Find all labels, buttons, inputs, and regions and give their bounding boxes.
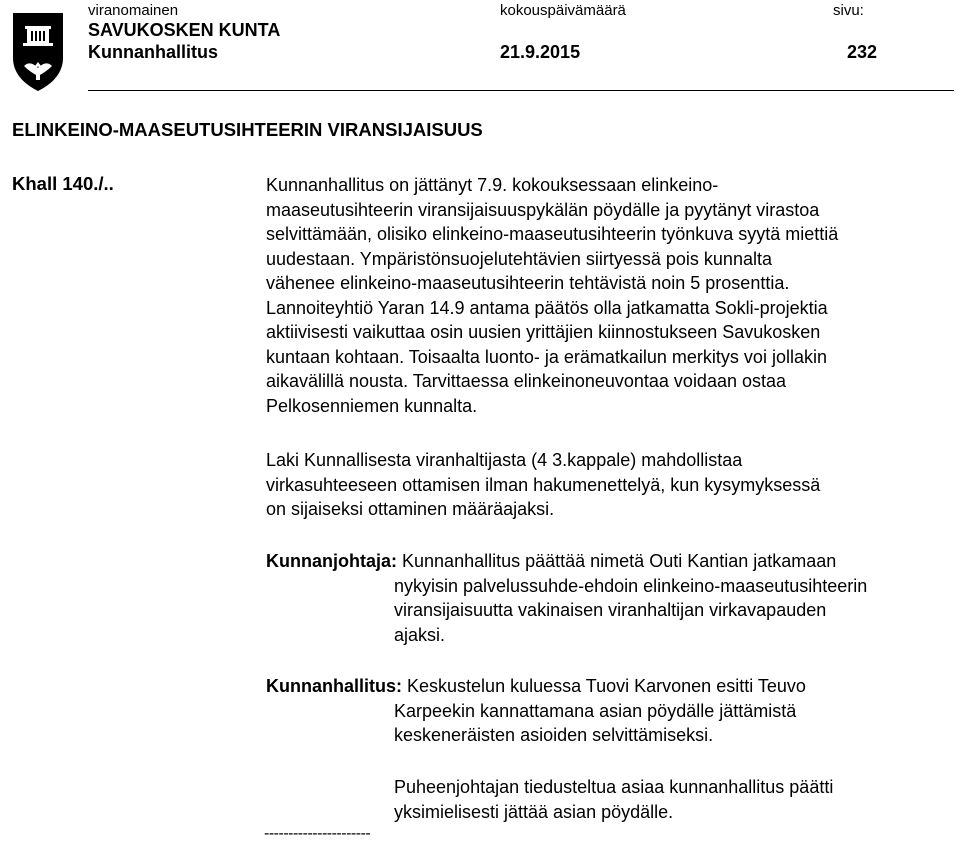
header-date-label: kokouspäivämäärä (500, 2, 626, 19)
text-line: on sijaiseksi ottaminen määräajaksi. (266, 499, 555, 519)
text-line: selvittämään, olisiko elinkeino-maaseutusihteerin työnkuva syytä miettiä (266, 224, 839, 244)
board-text: Keskustelun kuluessa Tuovi Karvonen esitti Teuvo (407, 676, 806, 696)
mayor-proposal (266, 549, 836, 574)
header-author-label: viranomainen (88, 2, 179, 19)
text-line: aikavälillä nousta. Tarvittaessa elinkeinoneuvontaa voidaan ostaa (266, 371, 787, 391)
item-reference: Khall 140./.. (12, 173, 114, 194)
municipal-coat-of-arms-icon (10, 10, 66, 94)
background-paragraph (266, 173, 838, 418)
text-line: Karpeekin kannattamana asian pöydälle jättämistä (394, 700, 797, 721)
section-title: ELINKEINO-MAASEUTUSIHTEERIN VIRANSIJAISUUS (12, 119, 483, 140)
text-line: viransijaisuutta vakinaisen viranhaltijan virkavapauden (394, 600, 827, 620)
board-discussion (266, 674, 806, 699)
header-page-label: sivu: (833, 2, 864, 19)
text-line: virkasuhteeseen ottamisen ilman hakumenettelyä, kun kysymyksessä (266, 474, 821, 495)
text-line: maaseutusihteerin viransijaisuuspykälän pöydälle ja pyytänyt virastoa (266, 199, 820, 220)
proposal-label: Kunnanjohtaja: (266, 551, 397, 571)
decision-paragraph (394, 775, 833, 824)
municipality-name: SAVUKOSKEN KUNTA (88, 20, 281, 40)
board-label: Kunnanhallitus: (266, 676, 402, 696)
text-line: ajaksi. (394, 624, 446, 645)
text-line: aktiivisesti vaikuttaa osin uusien yrittäjien kiinnostukseen Savukosken (266, 322, 821, 342)
board-first-line (266, 674, 806, 699)
issuing-body: Kunnanhallitus (88, 42, 218, 62)
header-divider (88, 90, 954, 91)
text-line: Laki Kunnallisesta viranhaltijasta (4 3.kappale) mahdollistaa (266, 450, 743, 470)
text-line: Kunnanhallitus on jättänyt 7.9. kokouksessaan elinkeino- (266, 175, 719, 195)
proposal-text: Kunnanhallitus päättää nimetä Outi Kantian jatkamaan (402, 551, 837, 571)
end-separator: ---------------------- (264, 825, 371, 842)
board-continuation (394, 699, 796, 748)
text-line: Lannoiteyhtiö Yaran 14.9 antama päätös olla jatkamatta Sokli-projektia (266, 297, 828, 318)
text-line: uudestaan. Ympäristönsuojelutehtävien siirtyessä pois kunnalta (266, 248, 772, 269)
text-line: keskeneräisten asioiden selvittämiseksi. (394, 725, 714, 745)
text-line: vähenee elinkeino-maaseutusihteerin tehtävistä noin 5 prosenttia. (266, 273, 790, 293)
text-line: Puheenjohtajan tiedusteltua asiaa kunnanhallitus päätti (394, 777, 834, 797)
page-number: 232 (847, 42, 878, 62)
meeting-date: 21.9.2015 (500, 42, 581, 62)
proposal-first-line (266, 549, 836, 574)
proposal-continuation (394, 574, 867, 648)
text-line: nykyisin palvelussuhde-ehdoin elinkeino-maaseutusihteerin (394, 575, 868, 596)
legal-basis-paragraph (266, 448, 820, 522)
text-line: Pelkosenniemen kunnalta. (266, 395, 478, 416)
text-line: yksimielisesti jättää asian pöydälle. (394, 801, 674, 822)
text-line: kuntaan kohtaan. Toisaalta luonto- ja erämatkailun merkitys voi jollakin (266, 346, 827, 367)
